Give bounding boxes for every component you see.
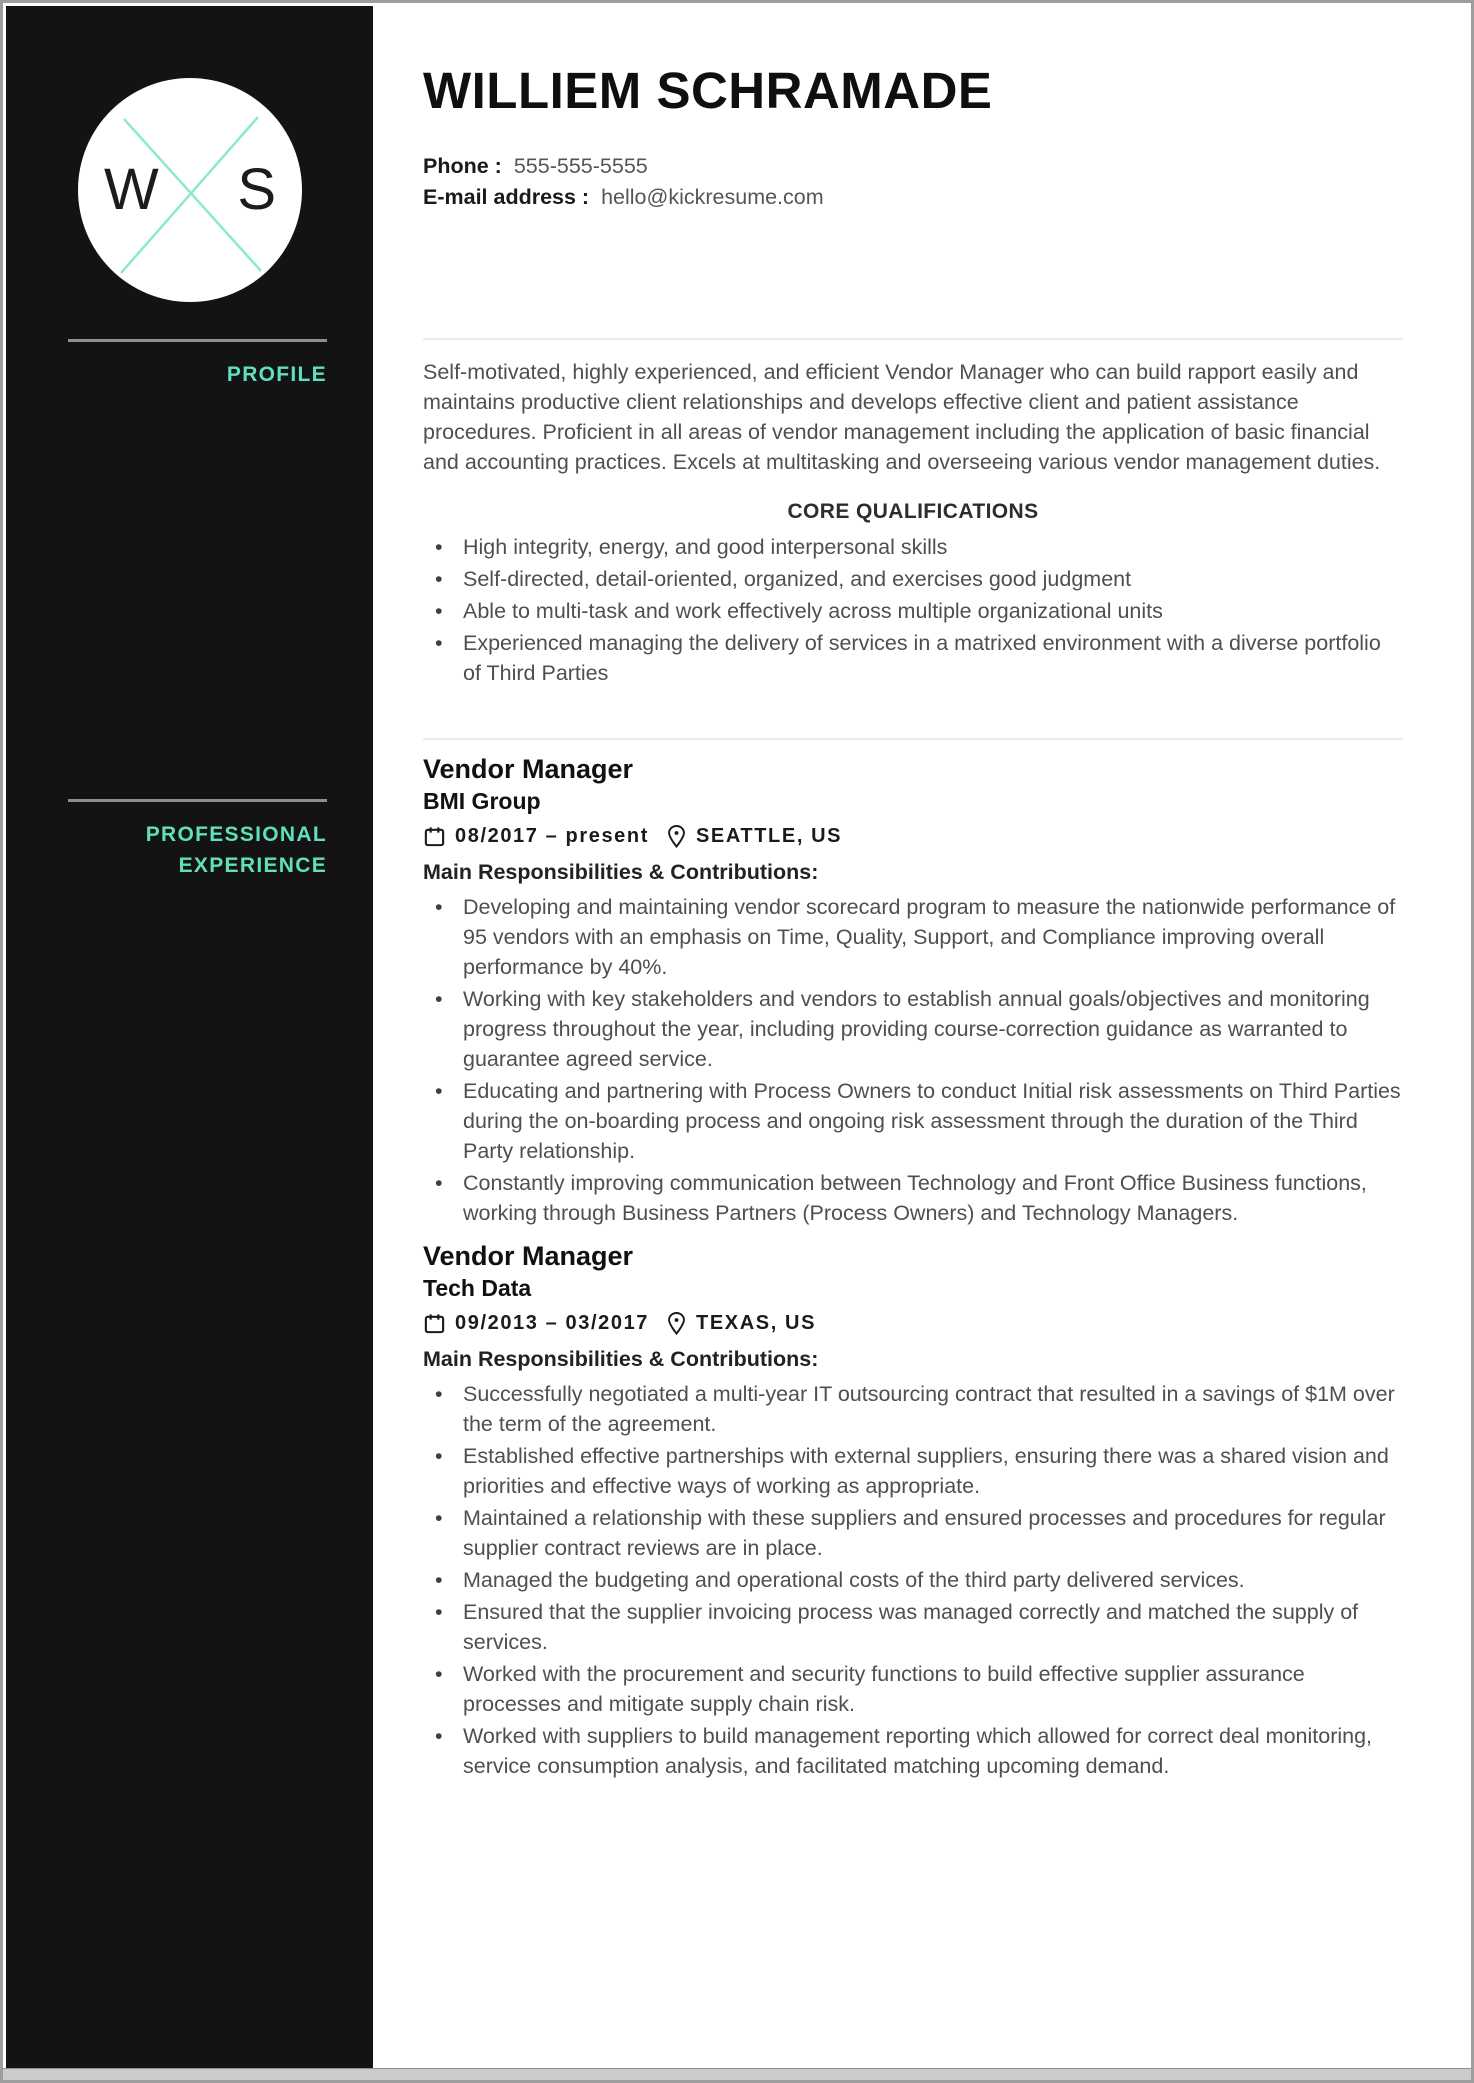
list-item: • Able to multi-task and work effectively across multiple organizational units	[423, 596, 1403, 626]
core-qualifications-list	[423, 532, 1403, 688]
job-company: Tech Data	[423, 1275, 532, 1301]
job-title: Vendor Manager	[423, 1241, 634, 1271]
list-item: • Experienced managing the delivery of services in a matrixed environment with a diverse portfolio of Third Parties	[423, 628, 1403, 688]
email-row	[423, 182, 1403, 213]
phone-value: 555-555-5555	[513, 154, 648, 178]
calendar-icon	[423, 825, 446, 848]
list-item: • Constantly improving communication between Technology and Front Office Business functions, working through Business Partners (Process Owners) and Technology Managers.	[423, 1168, 1403, 1228]
list-item: • Working with key stakeholders and vendors to establish annual goals/objectives and monitoring progress throughout the year, including providing course-correction guidance as warranted to guarantee agreed service.	[423, 984, 1403, 1074]
job-dates: 09/2013 – 03/2017	[455, 1312, 650, 1334]
list-item: • Worked with the procurement and security functions to build effective supplier assurance processes and mitigate supply chain risk.	[423, 1659, 1403, 1719]
profile-summary: Self-motivated, highly experienced, and efficient Vendor Manager who can build rapport easily and maintains productive client relationships and develops effective client and patient assistance procedures. Proficient in all areas of vendor management including the application of basic financial and accounting practices. Excels at multitasking and overseeing various vendor management duties.	[423, 360, 1381, 474]
page-bottom-edge	[3, 2068, 1471, 2080]
location-pin-icon	[666, 1311, 687, 1336]
job-location: SEATTLE, US	[695, 825, 843, 847]
phone-label: Phone :	[423, 154, 502, 178]
list-item: • Worked with suppliers to build management reporting which allowed for correct deal monitoring, service consumption analysis, and facilitated matching upcoming demand.	[423, 1721, 1403, 1781]
calendar-icon	[423, 1312, 446, 1335]
sidebar-divider	[68, 339, 327, 342]
job-bullet-list	[423, 1379, 1403, 1781]
phone-row	[423, 151, 1403, 182]
list-item: • Ensured that the supplier invoicing process was managed correctly and matched the supply of services.	[423, 1597, 1403, 1657]
job-title: Vendor Manager	[423, 754, 634, 784]
job-entry-tech-data	[423, 1240, 1403, 1781]
list-item: • Successfully negotiated a multi-year IT outsourcing contract that resulted in a savings of $1M over the term of the agreement.	[423, 1379, 1403, 1439]
responsibilities-label: Main Responsibilities & Contributions:	[423, 1347, 819, 1371]
job-bullet-list	[423, 892, 1403, 1228]
profile-section	[423, 357, 1403, 688]
list-item: • Self-directed, detail-oriented, organized, and exercises good judgment	[423, 564, 1403, 594]
list-item: • Managed the budgeting and operational costs of the third party delivered services.	[423, 1565, 1403, 1595]
job-meta	[423, 823, 1403, 849]
sidebar-section-experience	[68, 799, 327, 881]
section-divider	[423, 338, 1403, 340]
responsibilities-label: Main Responsibilities & Contributions:	[423, 860, 819, 884]
email-label: E-mail address :	[423, 185, 590, 209]
list-item: • Educating and partnering with Process Owners to conduct Initial risk assessments on Third Parties during the on-boarding process and ongoing risk assessment through the duration of the Third Party relationship.	[423, 1076, 1403, 1166]
main-content	[423, 6, 1403, 1781]
name-title: WILLIEM SCHRAMADE	[423, 62, 993, 119]
list-item: • Maintained a relationship with these suppliers and ensured processes and procedures for regular supplier contract reviews are in place.	[423, 1503, 1403, 1563]
section-divider	[423, 738, 1403, 740]
list-item: • High integrity, energy, and good interpersonal skills	[423, 532, 1403, 562]
sidebar-divider	[68, 799, 327, 802]
email-value[interactable]: hello@kickresume.com	[601, 185, 824, 209]
list-item: • Established effective partnerships with external suppliers, ensuring there was a shared vision and priorities and effective ways of working as appropriate.	[423, 1441, 1403, 1501]
sidebar-section-profile	[68, 339, 327, 390]
sidebar-label-experience: PROFESSIONAL EXPERIENCE	[145, 823, 327, 877]
job-entry-bmi-group	[423, 753, 1403, 1228]
job-dates: 08/2017 – present	[455, 825, 649, 847]
monogram-letter-right: S	[237, 157, 276, 222]
contact-block	[423, 151, 1403, 213]
list-item: • Developing and maintaining vendor scorecard program to measure the nationwide performance of 95 vendors with an emphasis on Time, Quality, Support, and Compliance improving overall performance by 40%.	[423, 892, 1403, 982]
job-location: TEXAS, US	[696, 1312, 817, 1334]
sidebar-label-profile: PROFILE	[226, 363, 327, 386]
monogram-logo	[78, 78, 302, 302]
sidebar	[6, 6, 373, 2069]
monogram-letter-left: W	[104, 157, 159, 222]
job-meta	[423, 1310, 1403, 1336]
job-company: BMI Group	[423, 788, 541, 814]
location-pin-icon	[666, 824, 687, 849]
core-qualifications-title: CORE QUALIFICATIONS	[787, 500, 1039, 523]
